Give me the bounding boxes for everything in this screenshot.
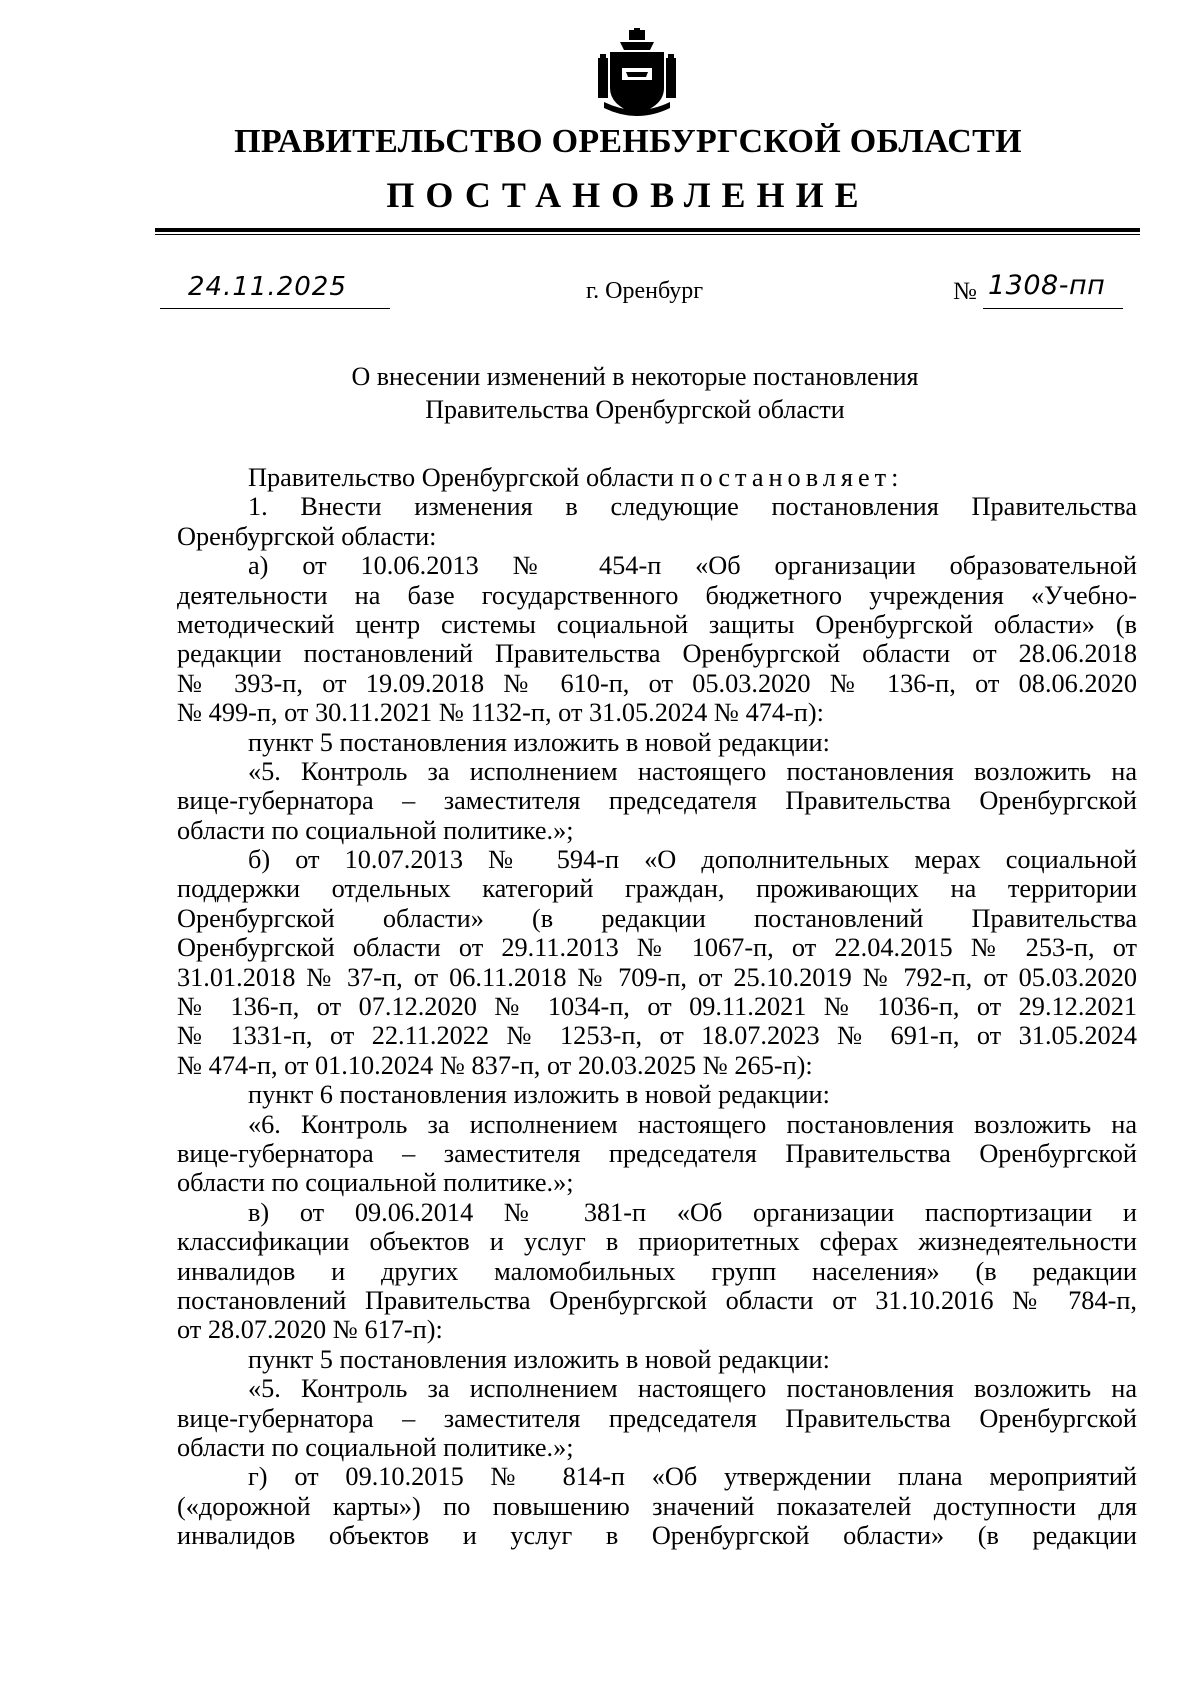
body-line: № 393-п, от 19.09.2018 № 610-п, от 05.03.2020 № 136-п, от 08.06.2020 xyxy=(177,668,1137,698)
intro-line xyxy=(177,463,1137,492)
body-line: № 474-п, от 01.10.2024 № 837-п, от 20.03.2025 № 265-п): xyxy=(177,1050,813,1080)
body-lines xyxy=(177,492,1137,1550)
body-line: пункт 5 постановления изложить в новой редакции: xyxy=(248,1344,830,1374)
subject-line: Правительства Оренбургской области xyxy=(425,395,845,424)
body-line: 31.01.2018 № 37-п, от 06.11.2018 № 709-п, от 25.10.2019 № 792-п, от 05.03.2020 xyxy=(177,962,1137,992)
decree-word: постановляет: xyxy=(680,463,904,492)
body-line: вице-губернатора – заместителя председателя Правительства Оренбургской xyxy=(177,1403,1137,1433)
document-meta-row xyxy=(0,270,1200,316)
body-line: поддержки отдельных категорий граждан, проживающих на территории xyxy=(177,874,1137,904)
body-line: от 28.07.2020 № 617-п): xyxy=(177,1315,443,1345)
number-label: № xyxy=(953,278,977,305)
document-city: г. Оренбург xyxy=(586,278,704,304)
header-rule-thin xyxy=(155,234,1140,235)
body-line: инвалидов объектов и услуг в Оренбургской области» (в редакции xyxy=(177,1521,1137,1551)
document-subject xyxy=(0,360,1200,426)
body-line: деятельности на базе государственного бюджетного учреждения «Учебно- xyxy=(177,580,1137,610)
coat-of-arms-icon xyxy=(596,28,678,116)
body-line: г) от 09.10.2015 № 814-п «Об утверждении плана мероприятий xyxy=(248,1462,1137,1492)
document-body xyxy=(177,463,1137,1550)
body-line: области по социальной политике.»; xyxy=(177,1168,574,1198)
document-date: 24.11.2025 xyxy=(188,272,347,302)
number-underline xyxy=(983,308,1123,309)
body-line: б) от 10.07.2013 № 594-п «О дополнительных мерах социальной xyxy=(248,845,1137,875)
body-line: «6. Контроль за исполнением настоящего постановления возложить на xyxy=(248,1109,1137,1139)
body-line: редакции постановлений Правительства Оренбургской области от 28.06.2018 xyxy=(177,639,1137,669)
government-title: ПРАВИТЕЛЬСТВО ОРЕНБУРГСКОЙ ОБЛАСТИ xyxy=(234,123,1022,160)
document-number: 1308-пп xyxy=(988,270,1106,301)
body-line: («дорожной карты») по повышению значений показателей доступности для xyxy=(177,1491,1137,1521)
body-line: постановлений Правительства Оренбургской области от 31.10.2016 № 784-п, xyxy=(177,1285,1137,1315)
intro-text: Правительство Оренбургской области xyxy=(248,463,674,492)
body-line: методический центр системы социальной защиты Оренбургской области» (в xyxy=(177,609,1137,639)
body-line: в) от 09.06.2014 № 381-п «Об организации паспортизации и xyxy=(248,1197,1137,1227)
body-line: классификации объектов и услуг в приоритетных сферах жизнедеятельности xyxy=(177,1227,1137,1257)
body-line: № 136-п, от 07.12.2020 № 1034-п, от 09.11.2021 № 1036-п, от 29.12.2021 xyxy=(177,992,1137,1022)
body-line: вице-губернатора – заместителя председателя Правительства Оренбургской xyxy=(177,1138,1137,1168)
body-line: пункт 5 постановления изложить в новой редакции: xyxy=(248,727,830,757)
date-field xyxy=(160,272,390,312)
body-line: вице-губернатора – заместителя председателя Правительства Оренбургской xyxy=(177,786,1137,816)
body-line: «5. Контроль за исполнением настоящего постановления возложить на xyxy=(248,1374,1137,1404)
body-line: Оренбургской области от 29.11.2013 № 1067-п, от 22.04.2015 № 253-п, от xyxy=(177,933,1137,963)
document-type-title: ПОСТАНОВЛЕНИЕ xyxy=(386,175,870,215)
body-line: Оренбургской области: xyxy=(177,521,437,551)
body-line: № 1331-п, от 22.11.2022 № 1253-п, от 18.07.2023 № 691-п, от 31.05.2024 xyxy=(177,1021,1137,1051)
header-rule xyxy=(155,228,1140,232)
body-line: 1. Внести изменения в следующие постановления Правительства xyxy=(248,492,1137,522)
body-line: инвалидов и других маломобильных групп населения» (в редакции xyxy=(177,1256,1137,1286)
body-line: № 499-п, от 30.11.2021 № 1132-п, от 31.05.2024 № 474-п): xyxy=(177,698,824,728)
subject-line: О внесении изменений в некоторые постановления xyxy=(351,362,919,391)
body-line: Оренбургской области» (в редакции постановлений Правительства xyxy=(177,903,1137,933)
body-line: пункт 6 постановления изложить в новой редакции: xyxy=(248,1080,830,1110)
body-line: а) от 10.06.2013 № 454-п «Об организации образовательной xyxy=(248,551,1137,581)
body-line: «5. Контроль за исполнением настоящего постановления возложить на xyxy=(248,756,1137,786)
body-line: области по социальной политике.»; xyxy=(177,1432,574,1462)
body-line: области по социальной политике.»; xyxy=(177,815,574,845)
date-underline xyxy=(160,308,390,309)
